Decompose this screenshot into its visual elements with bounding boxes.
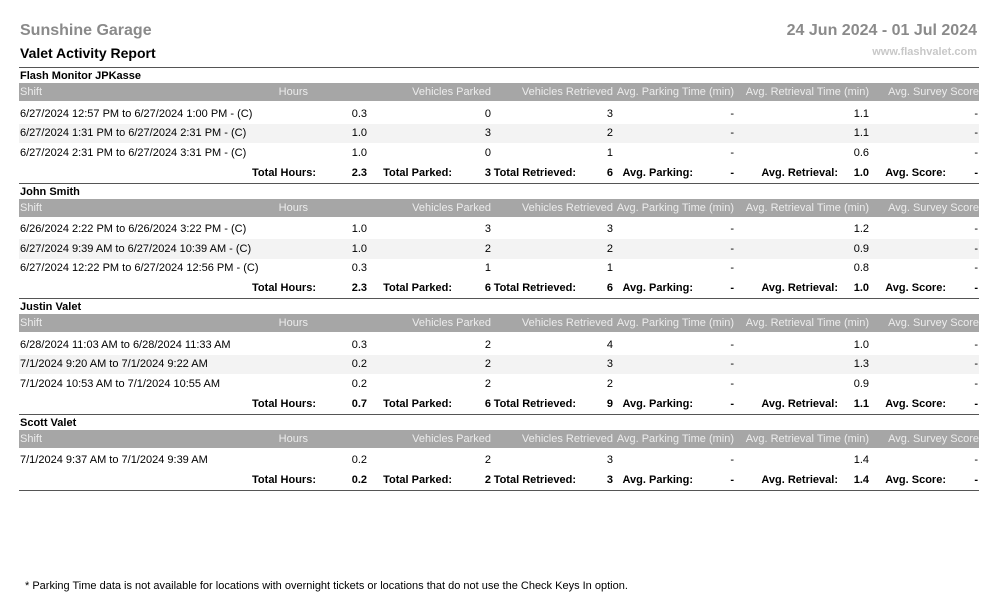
total-score-label: Avg. Score:: [885, 166, 946, 179]
cell-score: -: [974, 454, 978, 467]
col-avg-retrieval-time-header: Avg. Retrieval Time (min): [745, 317, 869, 329]
col-avg-survey-score-header: Avg. Survey Score: [888, 86, 979, 98]
total-retrieval-label: Avg. Retrieval:: [761, 474, 838, 486]
total-parking-label: Avg. Parking:: [622, 282, 693, 294]
cell-parked: 3: [484, 223, 491, 236]
col-shift-header: Shift: [20, 317, 43, 329]
cell-retrieval: 1.1: [853, 107, 869, 120]
total-retrieval-value: 1.0: [853, 282, 869, 294]
total-retrieved-value: 9: [606, 397, 613, 410]
total-hours-value: 2.3: [351, 166, 367, 179]
company-name: Sunshine Garage: [20, 22, 152, 39]
cell-parking: -: [730, 223, 734, 236]
total-retrieval-value: 1.1: [853, 397, 869, 410]
total-hours-value: 0.7: [351, 397, 367, 410]
valet-section: [19, 183, 979, 299]
cell-hours: 0.3: [351, 262, 367, 275]
table-row: [19, 259, 979, 279]
table-row: [19, 335, 979, 355]
cell-retrieved: 2: [606, 242, 613, 255]
total-parked-label: Total Parked:: [383, 474, 452, 486]
table-row: [19, 104, 979, 124]
total-hours-value: 0.2: [351, 474, 367, 486]
col-vehicles-retrieved-header: Vehicles Retrieved: [521, 432, 613, 445]
cell-shift: 7/1/2024 9:20 AM to 7/1/2024 9:22 AM: [20, 358, 208, 371]
total-retrieved-label: Total Retrieved:: [493, 282, 576, 294]
cell-retrieval: 0.9: [853, 377, 869, 390]
cell-shift: 6/27/2024 2:31 PM to 6/27/2024 3:31 PM - (C): [20, 146, 247, 159]
report-title: Valet Activity Report: [20, 45, 156, 61]
total-parking-label: Avg. Parking:: [622, 397, 693, 410]
cell-parking: -: [730, 107, 734, 120]
total-retrieval-label: Avg. Retrieval:: [761, 397, 838, 410]
valet-name: John Smith: [20, 185, 80, 198]
col-avg-retrieval-time-header: Avg. Retrieval Time (min): [745, 201, 869, 214]
cell-parked: 2: [484, 338, 491, 351]
cell-shift: 6/27/2024 12:57 PM to 6/27/2024 1:00 PM - (C): [20, 107, 253, 120]
report-header-left: [20, 22, 156, 61]
valet-section: [19, 414, 979, 492]
cell-parking: -: [730, 242, 734, 255]
cell-parked: 0: [484, 146, 491, 159]
col-avg-survey-score-header: Avg. Survey Score: [888, 432, 979, 445]
total-hours-value: 2.3: [351, 282, 367, 294]
cell-shift: 7/1/2024 9:37 AM to 7/1/2024 9:39 AM: [20, 454, 208, 467]
cell-hours: 1.0: [351, 223, 367, 236]
total-parking-value: -: [730, 397, 734, 410]
cell-retrieval: 0.9: [853, 242, 869, 255]
cell-shift: 6/27/2024 12:22 PM to 6/27/2024 12:56 PM - (C): [20, 262, 259, 275]
total-hours-label: Total Hours:: [252, 474, 316, 486]
total-parked-value: 2: [484, 474, 491, 486]
totals-row: [19, 470, 979, 490]
table-row: [19, 239, 979, 259]
col-avg-survey-score-header: Avg. Survey Score: [888, 317, 979, 329]
cell-retrieval: 1.2: [853, 223, 869, 236]
valet-activity-table: [19, 67, 979, 491]
total-retrieved-label: Total Retrieved:: [493, 166, 576, 179]
cell-hours: 0.2: [351, 454, 367, 467]
col-shift-header: Shift: [20, 86, 43, 98]
valet-name: Flash Monitor JPKasse: [20, 70, 142, 82]
cell-parked: 2: [484, 454, 491, 467]
cell-parking: -: [730, 454, 734, 467]
cell-parking: -: [730, 338, 734, 351]
cell-parked: 2: [484, 242, 491, 255]
cell-retrieved: 3: [606, 107, 613, 120]
cell-shift: 6/27/2024 9:39 AM to 6/27/2024 10:39 AM - (C): [20, 242, 252, 255]
cell-hours: 0.3: [351, 107, 367, 120]
cell-hours: 0.2: [351, 358, 367, 371]
cell-hours: 1.0: [351, 146, 367, 159]
cell-hours: 0.3: [351, 338, 367, 351]
cell-hours: 1.0: [351, 127, 367, 140]
cell-retrieved: 3: [606, 454, 613, 467]
total-retrieved-value: 3: [606, 474, 613, 486]
total-score-value: -: [974, 166, 978, 179]
cell-parked: 2: [484, 358, 491, 371]
col-hours-header: Hours: [278, 432, 308, 445]
cell-parking: -: [730, 377, 734, 390]
total-score-label: Avg. Score:: [885, 397, 946, 410]
cell-hours: 1.0: [351, 242, 367, 255]
cell-parked: 0: [484, 107, 491, 120]
cell-retrieved: 1: [606, 262, 613, 275]
cell-score: -: [974, 338, 978, 351]
cell-score: -: [974, 358, 978, 371]
date-range: 24 Jun 2024 - 01 Jul 2024: [786, 22, 977, 39]
cell-retrieval: 1.0: [853, 338, 869, 351]
valet-name: Scott Valet: [20, 416, 77, 429]
col-avg-retrieval-time-header: Avg. Retrieval Time (min): [745, 86, 869, 98]
total-parking-label: Avg. Parking:: [622, 474, 693, 486]
total-retrieval-label: Avg. Retrieval:: [761, 282, 838, 294]
cell-shift: 7/1/2024 10:53 AM to 7/1/2024 10:55 AM: [20, 377, 220, 390]
col-hours-header: Hours: [278, 86, 308, 98]
table-row: [19, 124, 979, 144]
col-vehicles-retrieved-header: Vehicles Retrieved: [521, 317, 613, 329]
cell-score: -: [974, 242, 978, 255]
col-vehicles-parked-header: Vehicles Parked: [412, 86, 491, 98]
col-avg-parking-time-header: Avg. Parking Time (min): [616, 201, 734, 214]
total-score-value: -: [974, 397, 978, 410]
total-parking-value: -: [730, 166, 734, 179]
total-retrieval-value: 1.0: [853, 166, 869, 179]
col-vehicles-parked-header: Vehicles Parked: [412, 317, 491, 329]
total-retrieval-label: Avg. Retrieval:: [761, 166, 838, 179]
col-avg-parking-time-header: Avg. Parking Time (min): [616, 86, 734, 98]
valet-section: [19, 67, 979, 183]
col-hours-header: Hours: [278, 317, 308, 329]
total-parked-label: Total Parked:: [383, 166, 452, 179]
report-header-right: [787, 22, 977, 58]
cell-score: -: [974, 146, 978, 159]
cell-retrieval: 1.4: [853, 454, 869, 467]
cell-score: -: [974, 107, 978, 120]
table-row: [19, 220, 979, 240]
column-header-row: [19, 199, 979, 217]
total-parking-value: -: [730, 282, 734, 294]
cell-retrieved: 2: [606, 377, 613, 390]
cell-retrieved: 1: [606, 146, 613, 159]
footnote: * Parking Time data is not available for locations with overnight tickets or locations that do not use the Check Keys In option.: [25, 580, 628, 592]
valet-section: [19, 298, 979, 414]
cell-parked: 1: [484, 262, 491, 275]
valet-name: Justin Valet: [20, 301, 82, 313]
total-parking-label: Avg. Parking:: [622, 166, 693, 179]
col-vehicles-retrieved-header: Vehicles Retrieved: [521, 201, 613, 214]
total-score-label: Avg. Score:: [885, 474, 946, 486]
cell-retrieval: 1.1: [853, 127, 869, 140]
col-vehicles-parked-header: Vehicles Parked: [412, 432, 491, 445]
table-row: [19, 355, 979, 375]
table-row: [19, 143, 979, 163]
col-avg-retrieval-time-header: Avg. Retrieval Time (min): [745, 432, 869, 445]
table-row: [19, 451, 979, 471]
cell-shift: 6/26/2024 2:22 PM to 6/26/2024 3:22 PM - (C): [20, 223, 247, 236]
totals-row: [19, 394, 979, 414]
total-retrieval-value: 1.4: [853, 474, 869, 486]
website-link[interactable]: www.flashvalet.com: [872, 46, 977, 58]
cell-score: -: [974, 262, 978, 275]
col-vehicles-parked-header: Vehicles Parked: [412, 201, 491, 214]
cell-retrieved: 2: [606, 127, 613, 140]
totals-row: [19, 278, 979, 298]
col-hours-header: Hours: [278, 201, 308, 214]
total-score-value: -: [974, 282, 978, 294]
cell-hours: 0.2: [351, 377, 367, 390]
col-avg-survey-score-header: Avg. Survey Score: [888, 201, 979, 214]
cell-score: -: [974, 377, 978, 390]
column-header-row: [19, 430, 979, 448]
total-hours-label: Total Hours:: [252, 397, 316, 410]
total-score-label: Avg. Score:: [885, 282, 946, 294]
col-vehicles-retrieved-header: Vehicles Retrieved: [521, 86, 613, 98]
cell-shift: 6/27/2024 1:31 PM to 6/27/2024 2:31 PM - (C): [20, 127, 247, 140]
cell-parked: 3: [484, 127, 491, 140]
col-avg-parking-time-header: Avg. Parking Time (min): [616, 317, 734, 329]
cell-shift: 6/28/2024 11:03 AM to 6/28/2024 11:33 AM: [20, 338, 231, 351]
total-parking-value: -: [730, 474, 734, 486]
cell-parking: -: [730, 358, 734, 371]
total-hours-label: Total Hours:: [252, 282, 316, 294]
cell-parking: -: [730, 146, 734, 159]
total-parked-label: Total Parked:: [383, 397, 452, 410]
table-row: [19, 374, 979, 394]
total-parked-value: 6: [484, 397, 491, 410]
cell-parked: 2: [484, 377, 491, 390]
cell-retrieved: 3: [606, 358, 613, 371]
col-shift-header: Shift: [20, 201, 43, 214]
column-header-row: [19, 83, 979, 101]
cell-retrieval: 0.8: [853, 262, 869, 275]
cell-retrieved: 3: [606, 223, 613, 236]
cell-retrieval: 0.6: [853, 146, 869, 159]
cell-retrieved: 4: [606, 338, 613, 351]
cell-score: -: [974, 223, 978, 236]
col-avg-parking-time-header: Avg. Parking Time (min): [616, 432, 734, 445]
total-retrieved-label: Total Retrieved:: [493, 474, 576, 486]
total-parked-value: 3: [484, 166, 491, 179]
total-retrieved-value: 6: [606, 166, 613, 179]
cell-parking: -: [730, 262, 734, 275]
total-hours-label: Total Hours:: [252, 166, 316, 179]
column-header-row: [19, 314, 979, 332]
total-score-value: -: [974, 474, 978, 486]
total-retrieved-value: 6: [606, 282, 613, 294]
cell-score: -: [974, 127, 978, 140]
col-shift-header: Shift: [20, 432, 43, 445]
totals-row: [19, 163, 979, 183]
total-parked-label: Total Parked:: [383, 282, 452, 294]
total-parked-value: 6: [484, 282, 491, 294]
cell-retrieval: 1.3: [853, 358, 869, 371]
total-retrieved-label: Total Retrieved:: [493, 397, 576, 410]
cell-parking: -: [730, 127, 734, 140]
